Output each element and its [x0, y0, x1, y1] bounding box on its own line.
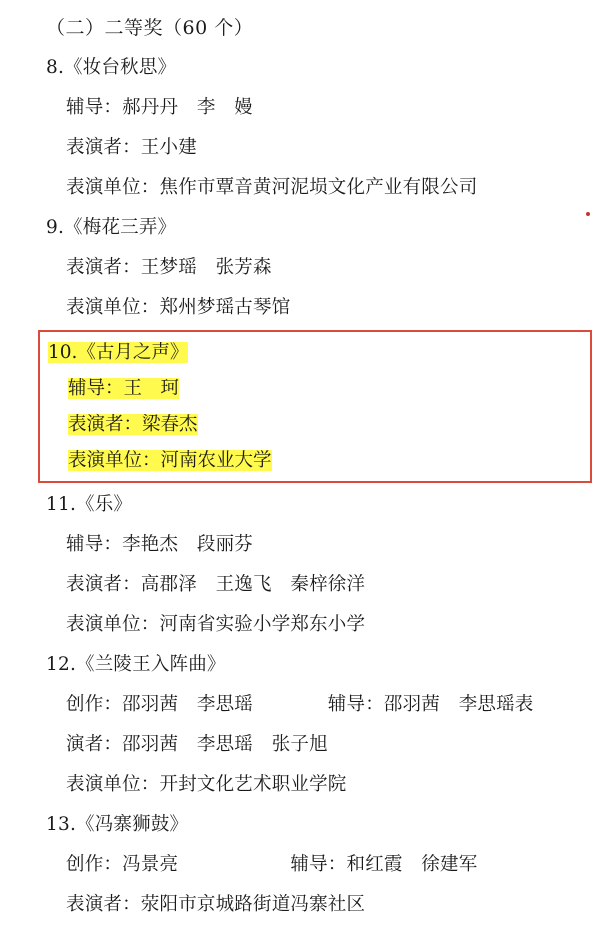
entry-title: 8.《妆台秋思》 — [46, 57, 177, 78]
entry-detail-row: 演者：邵羽茜 李思瑶 张子旭 — [66, 734, 328, 755]
highlighted-entry-row — [48, 407, 584, 443]
highlight-span: 表演单位：河南农业大学 — [68, 450, 272, 471]
entry-detail-row: 表演者：王梦瑶 张芳森 — [66, 257, 272, 278]
entry-title: 13.《冯寨狮鼓》 — [46, 814, 189, 835]
highlight-span: 辅导：王 珂 — [68, 378, 180, 399]
margin-dot-mark — [586, 212, 590, 216]
highlight-span: 10.《古月之声》 — [48, 342, 189, 363]
entry-title: 12.《兰陵王入阵曲》 — [46, 654, 226, 675]
entry-detail-row: 表演单位：焦作市覃音黄河泥埙文化产业有限公司 — [66, 177, 478, 198]
highlighted-entry-row — [48, 371, 584, 407]
entry-detail-row: 表演者：王小建 — [66, 137, 197, 158]
highlighted-entry-title — [48, 335, 584, 371]
entry-detail-row: 表演单位：开封文化艺术职业学院 — [66, 774, 347, 795]
entry-detail-row: 表演单位：郑州梦瑶古琴馆 — [66, 297, 291, 318]
entry-detail-row: 辅导：李艳杰 段丽芬 — [66, 534, 254, 555]
entry-detail-row: 创作：冯景亮 辅导：和红霞 徐建军 — [66, 854, 478, 875]
entry-detail-row: 创作：邵羽茜 李思瑶 辅导：邵羽茜 李思瑶表 — [66, 694, 534, 715]
highlighted-entry-row — [48, 443, 584, 479]
entry-detail-row: 辅导：郝丹丹 李 嫚 — [66, 97, 254, 118]
highlight-span: 表演者：梁春杰 — [68, 414, 198, 435]
entry-detail-row: 表演者：高郡泽 王逸飞 秦梓徐洋 — [66, 574, 366, 595]
entry-detail-row: 表演者：荥阳市京城路街道冯寨社区 — [66, 894, 366, 915]
highlight-annotation-box — [38, 330, 592, 483]
entry-title: 9.《梅花三弄》 — [46, 217, 177, 238]
entry-detail-row: 表演单位：河南省实验小学郑东小学 — [66, 614, 366, 635]
entry-title: 11.《乐》 — [46, 494, 133, 515]
section-heading: （二）二等奖（60 个） — [46, 17, 254, 39]
